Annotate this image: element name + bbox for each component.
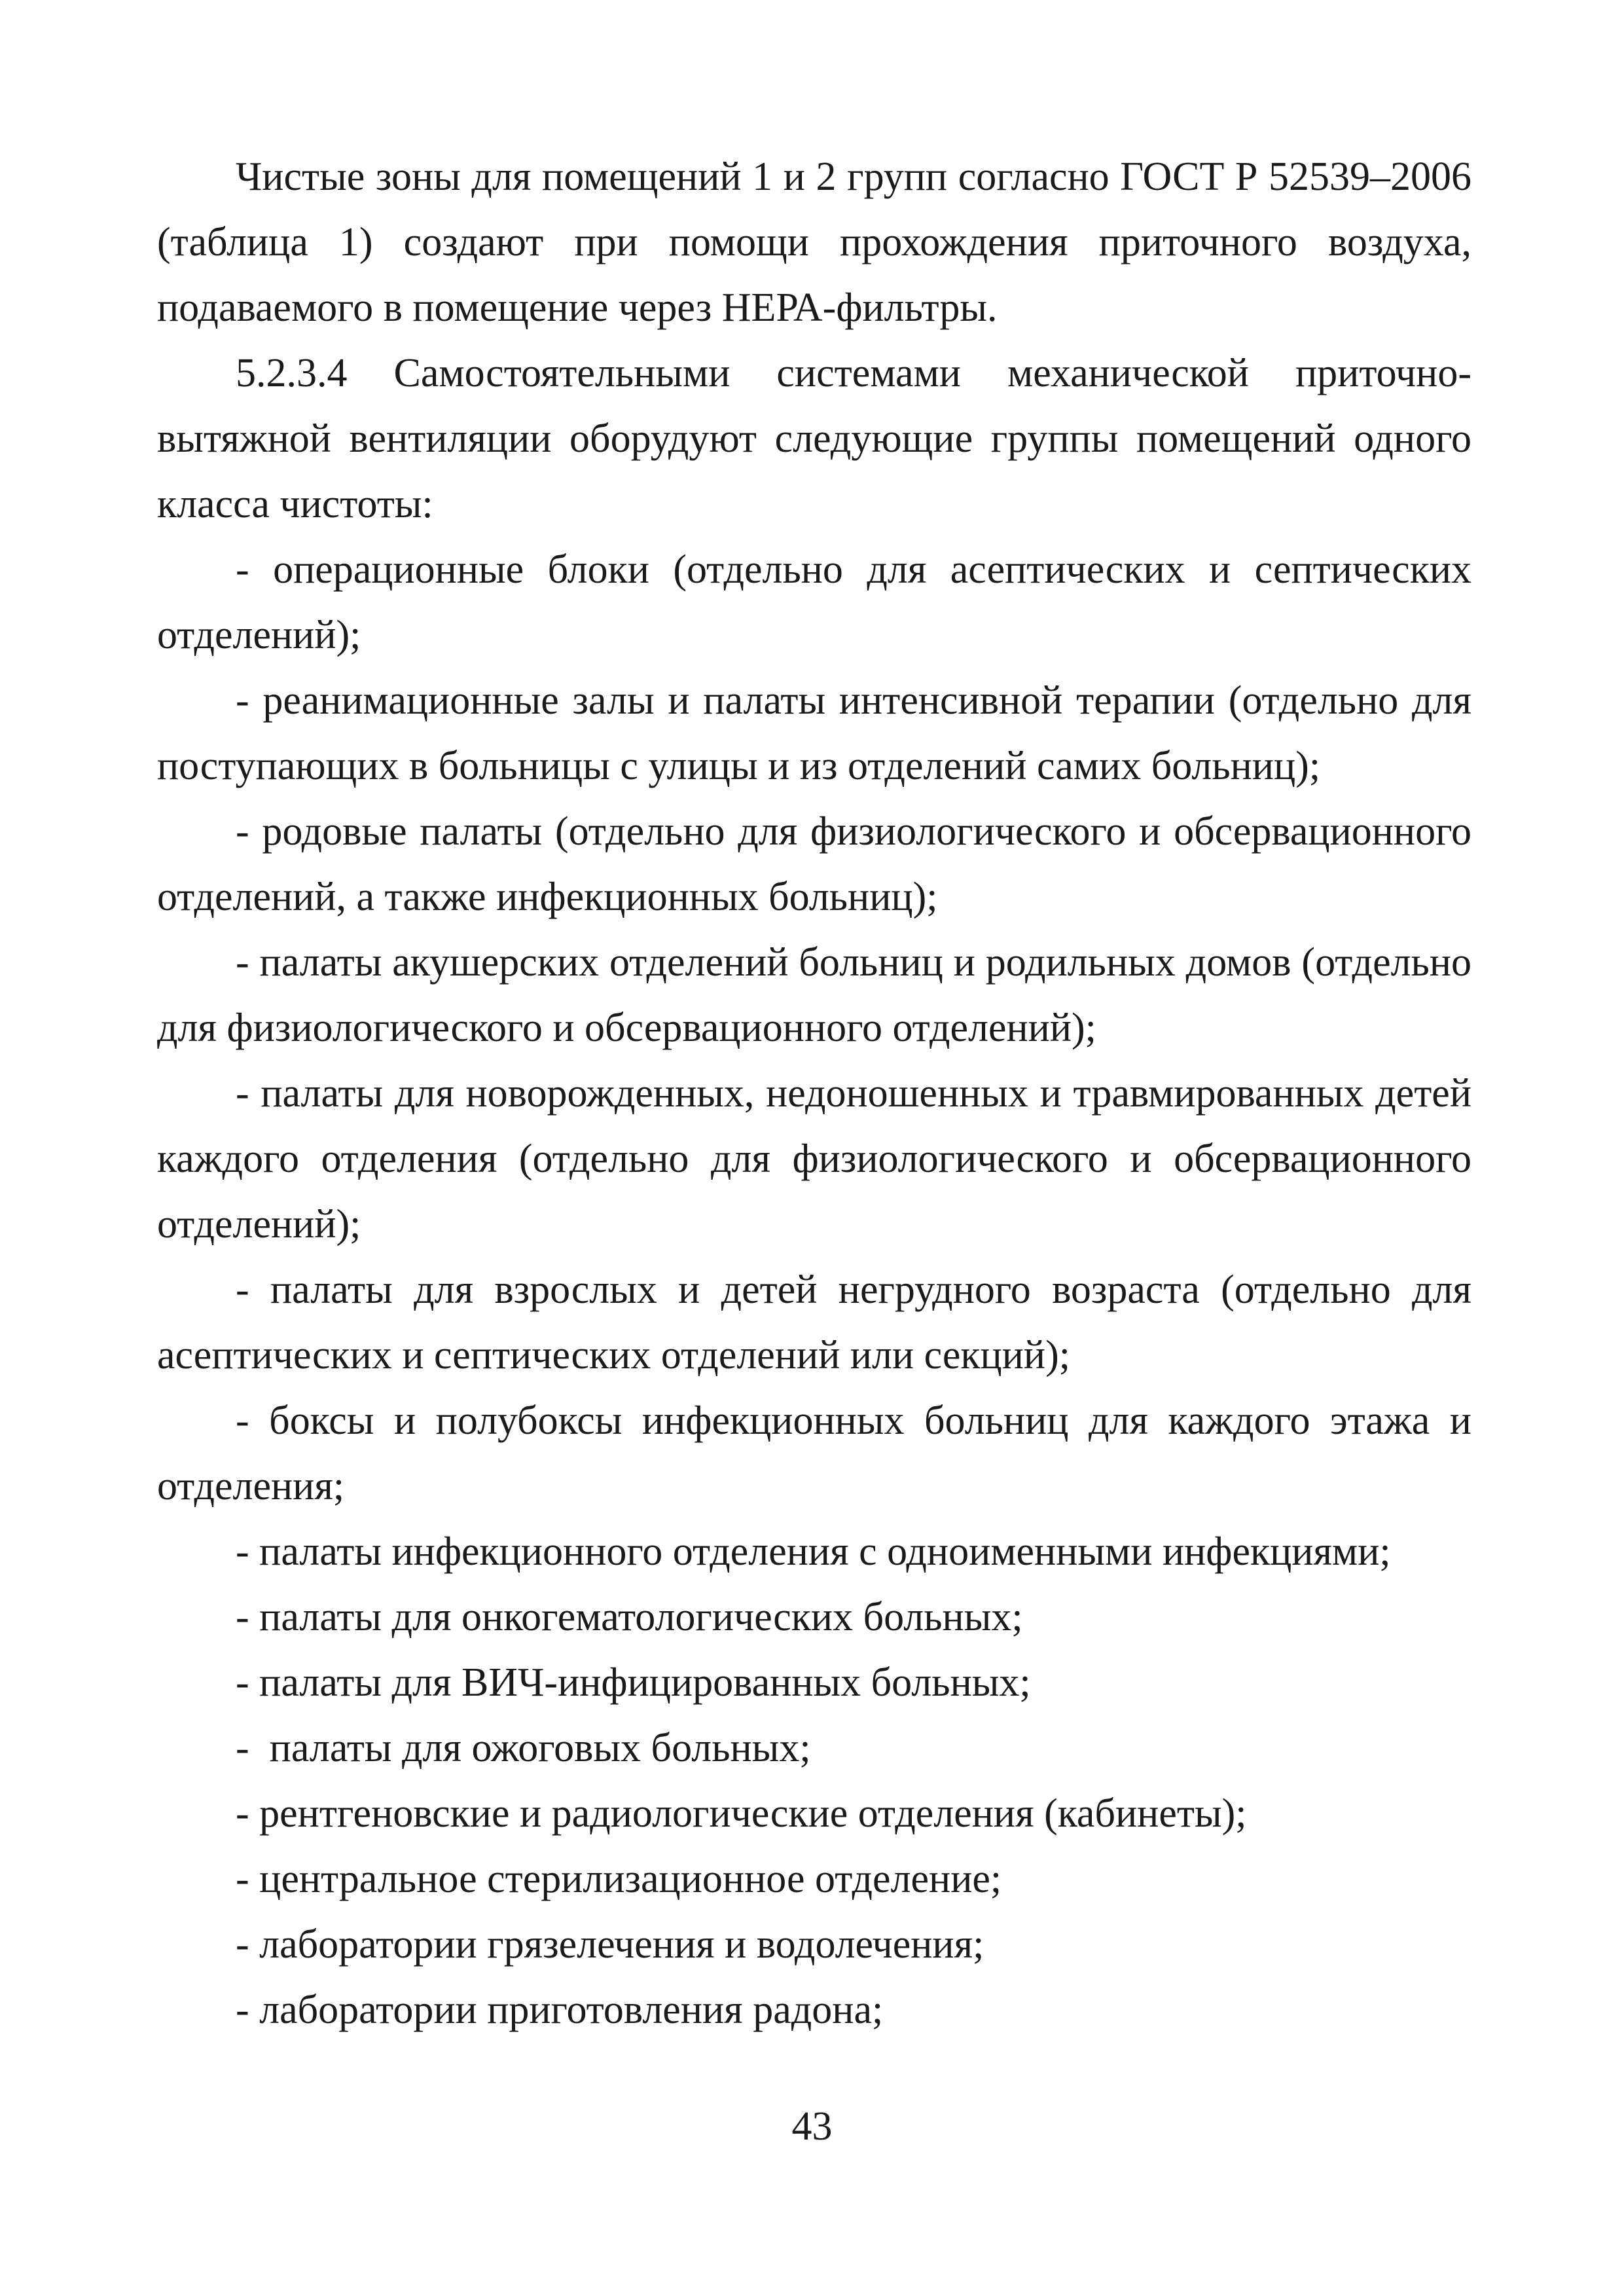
list-item-operating-blocks: - операционные блоки (отдельно для асептических и септических отделений); [157,547,1471,657]
list-item-radon-labs: - лаборатории приготовления радона; [236,1988,884,2032]
list-item-newborn-wards: - палаты для новорожденных, недоношенных и травмированных детей каждого отделения (отдельно для физиологического и обсервационного отделений); [157,1071,1471,1247]
list-item-obstetric-wards: - палаты акушерских отделений больниц и родильных домов (отдельно для физиологического и обсервационного отделений); [157,940,1471,1050]
paragraph-clean-zones: Чистые зоны для помещений 1 и 2 групп согласно ГОСТ Р 52539–2006 (таблица 1) создают при помощи прохождения приточного воздуха, подаваемого в помещение через НЕРА-фильтры. [157,155,1471,330]
list-item-burn-wards: - палаты для ожоговых больных; [236,1726,811,1770]
list-item-hiv-wards: - палаты для ВИЧ-инфицированных больных; [236,1660,1031,1705]
list-item-resuscitation-halls: - реанимационные залы и палаты интенсивной терапии (отдельно для поступающих в больницы с улицы и из отделений самих больниц); [157,678,1471,788]
page-number: 43 [791,2104,833,2149]
list-item-delivery-wards: - родовые палаты (отдельно для физиологического и обсервационного отделений, а также инфекционных больниц); [157,809,1471,919]
page-body [157,144,1471,2043]
list-item-xray-departments: - рентгеновские и радиологические отделения (кабинеты); [236,1791,1247,1836]
list-item-infectious-wards: - палаты инфекционного отделения с одноименными инфекциями; [236,1529,1391,1574]
list-item-oncohematology-wards: - палаты для онкогематологических больных; [236,1595,1023,1639]
list-item-adult-child-wards: - палаты для взрослых и детей негрудного возраста (отдельно для асептических и септических отделений или секций); [157,1267,1471,1377]
list-item-mud-water-labs: - лаборатории грязелечения и водолечения; [236,1922,984,1967]
list-item-boxes: - боксы и полубоксы инфекционных больниц для каждого этажа и отделения; [157,1398,1471,1508]
paragraph-section-5-2-3-4: 5.2.3.4 Самостоятельными системами механической приточно-вытяжной вентиляции оборудуют следующие группы помещений одного класса чистоты: [157,351,1471,526]
list-item-sterilization-department: - центральное стерилизационное отделение; [236,1857,1002,1901]
